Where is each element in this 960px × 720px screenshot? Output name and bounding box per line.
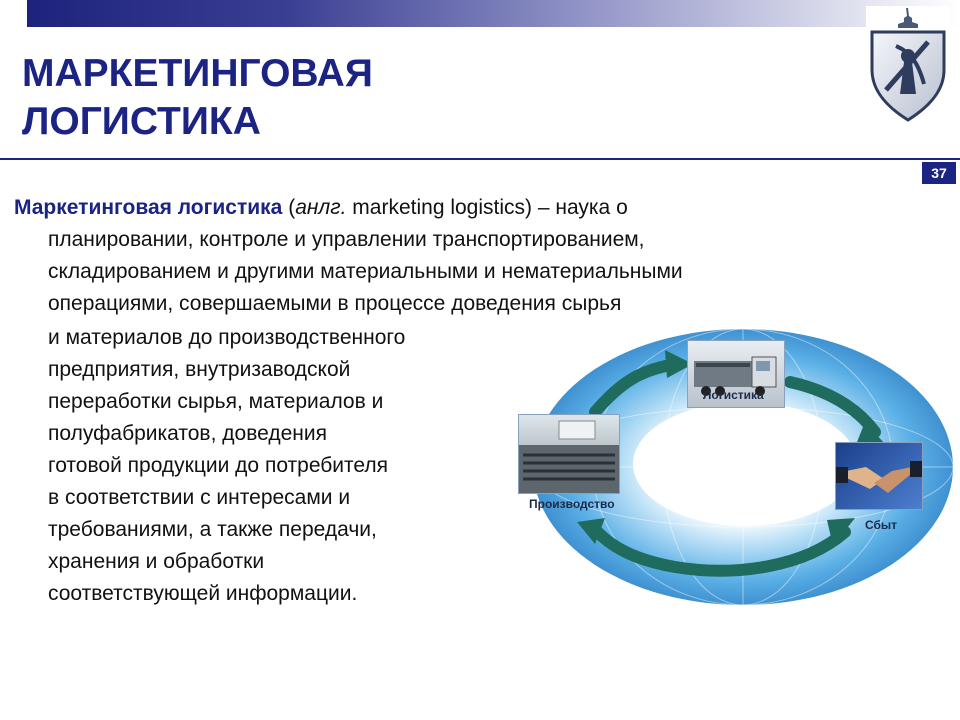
- page-number-badge: 37: [922, 162, 956, 184]
- definition-abbr: анлг.: [295, 196, 347, 219]
- slide-title: [22, 50, 373, 146]
- definition-line: планировании, контроле и управлении транспортированием,: [48, 228, 645, 251]
- sales-label: Сбыт: [865, 518, 898, 532]
- title-line-1: МАРКЕТИНГОВАЯ: [22, 52, 373, 95]
- definition-paren: (: [282, 196, 296, 219]
- continuation-line: переработки сырья, материалов и: [48, 390, 384, 413]
- logistics-cycle-diagram: [515, 322, 960, 612]
- production-photo: [518, 414, 620, 494]
- continuation-line: соответствующей информации.: [48, 582, 358, 605]
- header-corner-square: [0, 0, 29, 27]
- definition-line: операциями, совершаемыми в процессе доведения сырья: [48, 292, 622, 315]
- definition-line-1-rest: marketing logistics) – наука о: [346, 196, 628, 219]
- definition-term: Маркетинговая логистика: [14, 196, 283, 219]
- continuation-line: требованиями, а также передачи,: [48, 518, 377, 541]
- continuation-line: готовой продукции до потребителя: [48, 454, 389, 477]
- university-logo-icon: [866, 6, 950, 126]
- continuation-line: и материалов до производственного: [48, 326, 406, 349]
- definition-paragraph: [14, 192, 834, 320]
- continuation-line: в соответствии с интересами и: [48, 486, 351, 509]
- definition-continuation: [48, 322, 518, 610]
- production-label: Производство: [529, 497, 615, 511]
- title-divider: [0, 158, 960, 160]
- handshake-photo: [835, 442, 923, 510]
- continuation-line: предприятия, внутризаводской: [48, 358, 351, 381]
- definition-line: складированием и другими материальными и нематериальными: [48, 260, 683, 283]
- logistics-label: Логистика: [703, 388, 764, 402]
- continuation-line: полуфабрикатов, доведения: [48, 422, 327, 445]
- continuation-line: хранения и обработки: [48, 550, 265, 573]
- title-line-2: ЛОГИСТИКА: [22, 100, 261, 143]
- header-gradient-band: [0, 0, 960, 27]
